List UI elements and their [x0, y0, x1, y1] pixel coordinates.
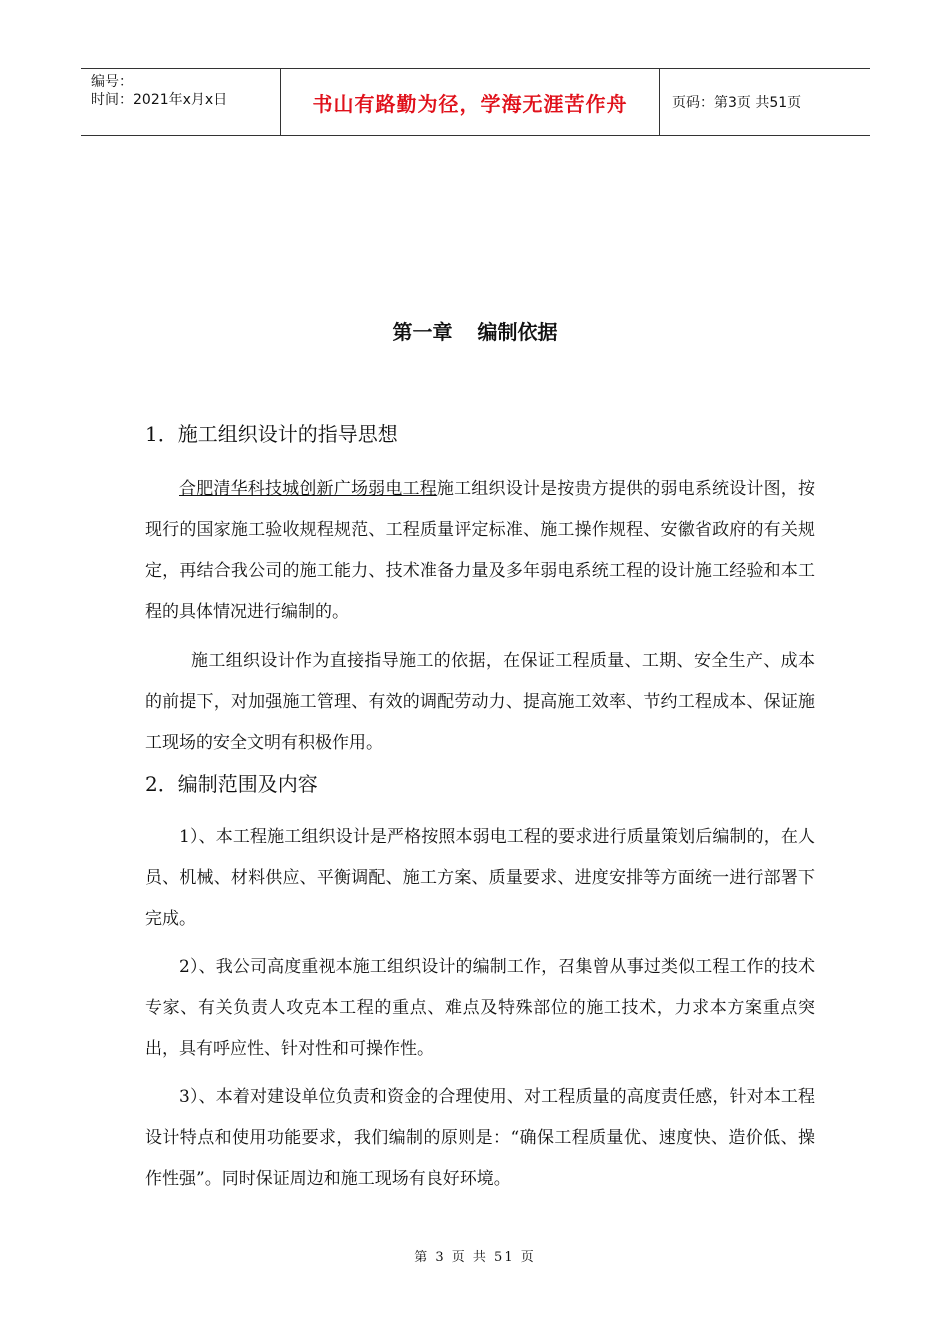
section-2-item-1: 1）、本工程施工组织设计是严格按照本弱电工程的要求进行质量策划后编制的，在人员、机械、材料供应、平衡调配、施工方案、质量要求、进度安排等方面统一进行部署下完成。 [145, 827, 815, 929]
chapter-title: 第一章 编制依据 [392, 320, 558, 344]
number-label: 编号： [91, 74, 133, 90]
paragraph-1-text: 施工组织设计是按贵方提供的弱电系统设计图，按现行的国家施工验收规程规范、工程质量评定标准、施工操作规程、安徽省政府的有关规定，再结合我公司的施工能力、技术准备力量及多年弱电系统工程的设计施工经验和本工程的具体情况进行编制的。 [145, 479, 816, 622]
header-page-info: 页码：第3页 共51页 [672, 95, 802, 111]
header-motto: 书山有路勤为径，学海无涯苦作舟 [281, 69, 660, 135]
section-1-paragraph-2: 施工组织设计作为直接指导施工的依据，在保证工程质量、工期、安全生产、成本的前提下，对加强施工管理、有效的调配劳动力、提高施工效率、节约工程成本、保证施工现场的安全文明有积极作用。 [145, 651, 815, 753]
header-meta [81, 69, 281, 135]
section-1-title: 1．施工组织设计的指导思想 [145, 422, 398, 446]
section-2-item-3: 3）、本着对建设单位负责和资金的合理使用、对工程质量的高度责任感，针对本工程设计特点和使用功能要求，我们编制的原则是：“确保工程质量优、速度快、造价低、操作性强”。同时保证周边和施工现场有良好环境。 [145, 1087, 815, 1189]
time-label: 时间：2021年x月x日 [91, 92, 228, 108]
page-header [81, 68, 870, 136]
page-footer: 第 3 页 共 51 页 [414, 1250, 536, 1265]
section-2-title: 2．编制范围及内容 [145, 772, 318, 796]
section-2-item-2: 2）、我公司高度重视本施工组织设计的编制工作，召集曾从事过类似工程工作的技术专家、有关负责人攻克本工程的重点、难点及特殊部位的施工技术，力求本方案重点突出，具有呼应性、针对性和可操作性。 [145, 957, 815, 1059]
project-name: 合肥清华科技城创新广场弱电工程 [179, 479, 437, 499]
section-1-paragraph-1 [145, 469, 815, 633]
